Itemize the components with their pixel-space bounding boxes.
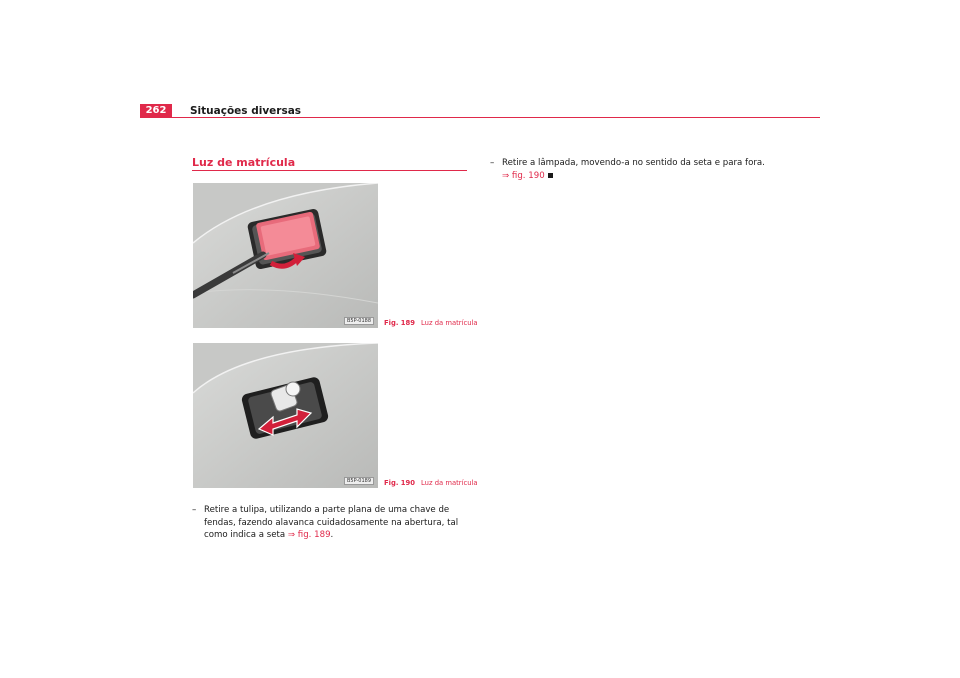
- page-number: 262: [140, 104, 172, 118]
- header-rule: [140, 117, 820, 118]
- running-title: Situações diversas: [190, 105, 302, 117]
- figure-reference-link[interactable]: ⇒ fig. 190: [502, 170, 545, 181]
- section-rule: [192, 170, 467, 171]
- step-tail: .: [330, 530, 334, 540]
- figure-title: Luz da matrícula: [420, 479, 478, 487]
- step-text: Retire a tulipa, utilizando a parte plana de uma chave de fendas, fazendo alavanca cuidadosamente na abertura, tal como indica a seta: [204, 505, 459, 540]
- step-text: Retire a lâmpada, movendo-a no sentido da seta e para fora.: [502, 158, 765, 168]
- figure-189-caption: [384, 319, 478, 327]
- license-light-removal-drawing: [193, 183, 378, 328]
- figure-title: Luz da matrícula: [420, 319, 478, 327]
- step-dash: –: [192, 505, 197, 515]
- figure-code-label: B5P-0189: [344, 477, 374, 485]
- figure-number: Fig. 189: [384, 319, 415, 327]
- figure-code-label: B5P-0188: [344, 317, 374, 325]
- end-of-section-icon: [548, 173, 553, 178]
- instruction-step-remove-lens: [192, 504, 472, 542]
- section-title: Luz de matrícula: [192, 156, 296, 169]
- figure-190-caption: [384, 479, 478, 487]
- figure-reference-link[interactable]: ⇒ fig. 189: [287, 530, 331, 540]
- instruction-step-remove-bulb: [490, 157, 790, 182]
- figure-189-illustration: [193, 183, 378, 328]
- figure-number: Fig. 190: [384, 479, 415, 487]
- figure-190-illustration: [193, 343, 378, 488]
- step-text-block: [490, 157, 790, 182]
- step-dash: –: [490, 158, 495, 168]
- bulb-removal-drawing: [193, 343, 378, 488]
- step-text-block: [192, 504, 472, 542]
